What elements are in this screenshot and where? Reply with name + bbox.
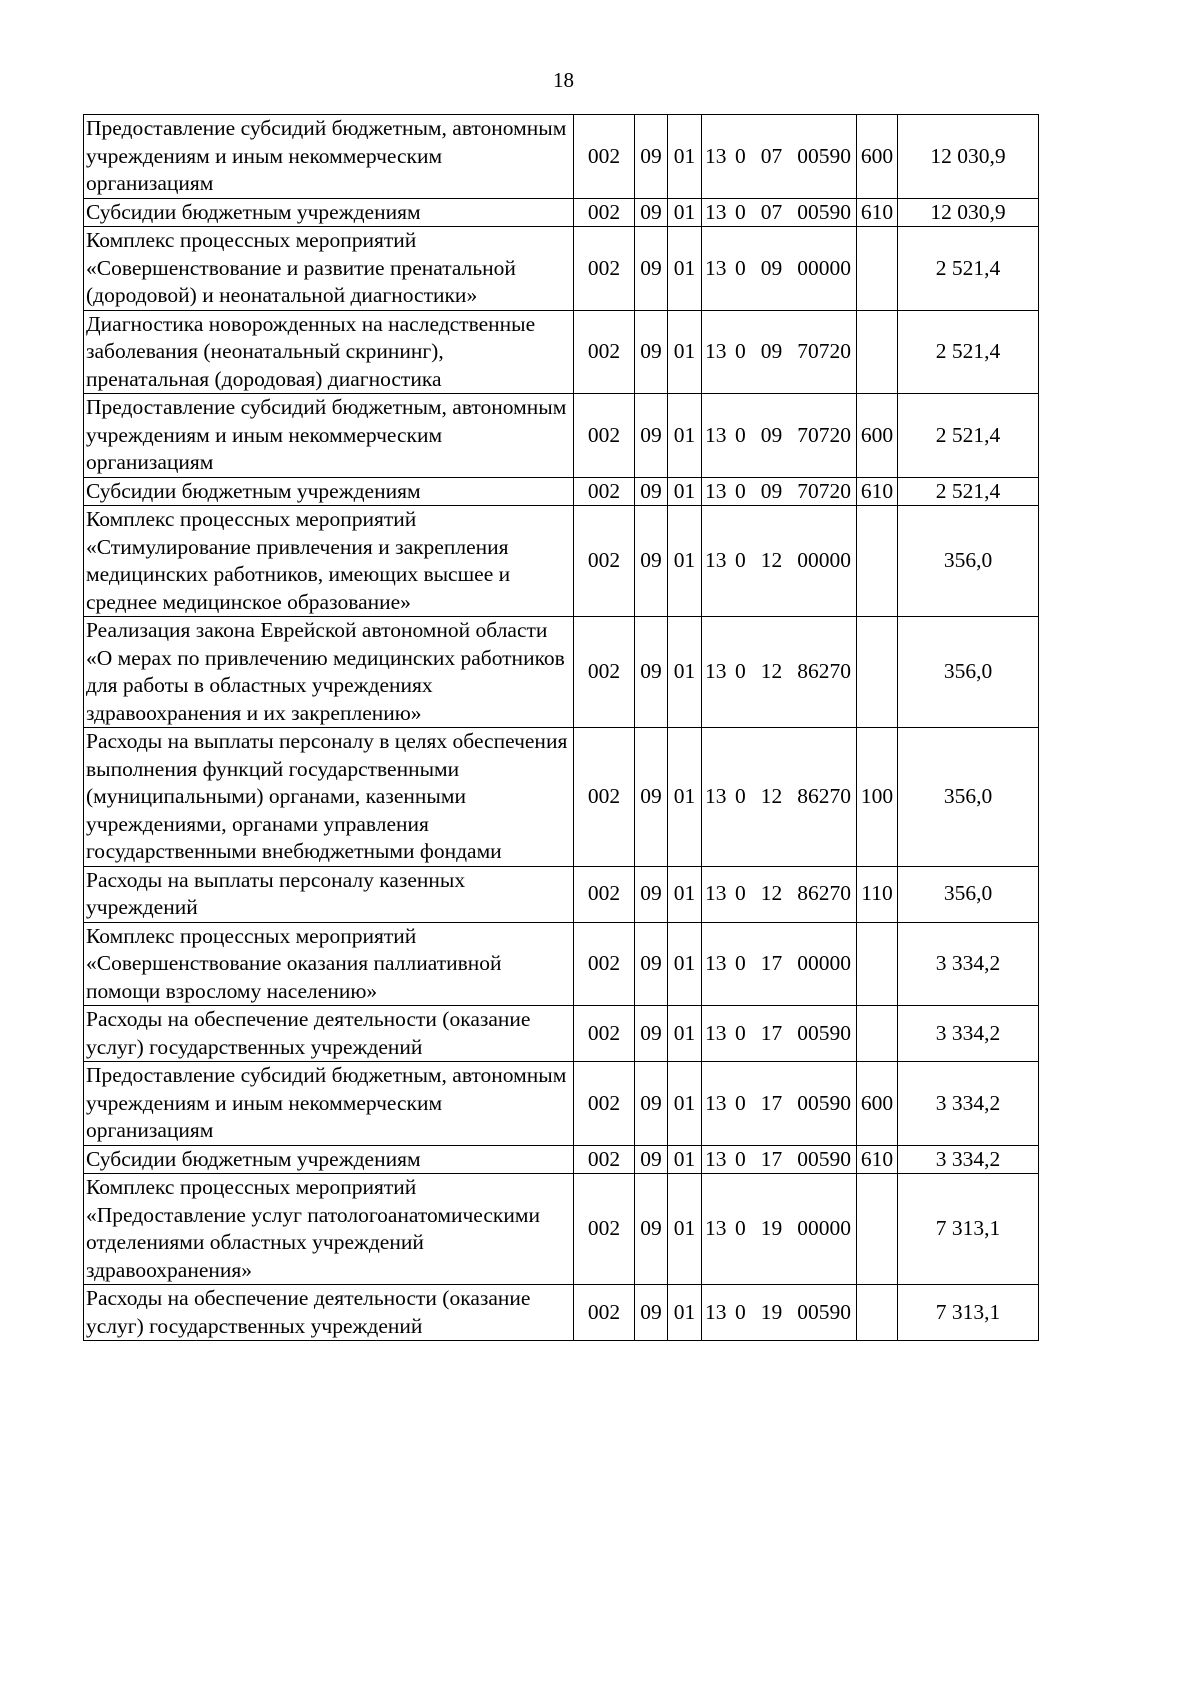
amount: 3 334,2	[898, 1062, 1039, 1146]
expense-type-code: 110	[857, 866, 898, 922]
expense-type-code	[857, 1285, 898, 1341]
expense-type-code	[857, 617, 898, 728]
expense-name: Расходы на выплаты персоналу в целях обеспечения выполнения функций государственными (муниципальными) органами, казенными учреждениями, органами управления государственными внебюджетными фондами	[84, 728, 574, 867]
grbs-code: 002	[574, 922, 635, 1006]
csr-direction: 86270	[797, 659, 851, 684]
csr-event: 12	[760, 548, 783, 573]
subsection-code: 01	[668, 1174, 702, 1285]
csr-subprogram: 0	[735, 199, 746, 224]
amount: 356,0	[898, 506, 1039, 617]
target-article-code	[702, 1145, 857, 1174]
csr-direction: 00000	[797, 548, 851, 573]
grbs-code: 002	[574, 115, 635, 199]
amount: 12 030,9	[898, 115, 1039, 199]
grbs-code: 002	[574, 1174, 635, 1285]
subsection-code: 01	[668, 1285, 702, 1341]
grbs-code: 002	[574, 394, 635, 478]
subsection-code: 01	[668, 394, 702, 478]
section-code: 09	[635, 728, 668, 867]
expense-name: Расходы на выплаты персоналу казенных учреждений	[84, 866, 574, 922]
csr-subprogram: 0	[735, 659, 746, 684]
csr-event: 07	[760, 143, 783, 168]
csr-subprogram: 0	[735, 143, 746, 168]
csr-program: 13	[705, 199, 727, 224]
csr-direction: 00000	[797, 951, 851, 975]
target-article-code	[702, 1174, 857, 1285]
section-code: 09	[635, 477, 668, 506]
csr-event: 07	[760, 199, 783, 224]
expense-name: Предоставление субсидий бюджетным, автономным учреждениям и иным некоммерческим организациям	[84, 115, 574, 199]
section-code: 09	[635, 922, 668, 1006]
subsection-code: 01	[668, 922, 702, 1006]
table-row	[84, 198, 1039, 227]
amount: 2 521,4	[898, 477, 1039, 506]
expense-name: Предоставление субсидий бюджетным, автономным учреждениям и иным некоммерческим организациям	[84, 1062, 574, 1146]
table-row	[84, 866, 1039, 922]
csr-subprogram: 0	[735, 478, 746, 503]
csr-program: 13	[705, 422, 727, 447]
csr-subprogram: 0	[735, 1146, 746, 1171]
csr-subprogram: 0	[735, 1090, 746, 1115]
grbs-code: 002	[574, 617, 635, 728]
grbs-code: 002	[574, 198, 635, 227]
section-code: 09	[635, 115, 668, 199]
subsection-code: 01	[668, 1006, 702, 1062]
target-article-code	[702, 922, 857, 1006]
expense-name: Комплекс процессных мероприятий «Совершенствование и развитие пренатальной (дородовой) и неонатальной диагностики»	[84, 227, 574, 311]
table-row	[84, 617, 1039, 728]
target-article-code	[702, 198, 857, 227]
grbs-code: 002	[574, 227, 635, 311]
csr-subprogram: 0	[735, 422, 746, 447]
csr-program: 13	[705, 1090, 727, 1115]
csr-direction: 70720	[797, 478, 851, 503]
csr-subprogram: 0	[735, 339, 746, 363]
target-article-code	[702, 310, 857, 394]
subsection-code: 01	[668, 1062, 702, 1146]
subsection-code: 01	[668, 115, 702, 199]
csr-program: 13	[705, 881, 727, 906]
csr-subprogram: 0	[735, 784, 746, 808]
csr-direction: 00590	[797, 199, 851, 224]
grbs-code: 002	[574, 506, 635, 617]
expense-name: Комплекс процессных мероприятий «Совершенствование оказания паллиативной помощи взрослому населению»	[84, 922, 574, 1006]
expense-name: Расходы на обеспечение деятельности (оказание услуг) государственных учреждений	[84, 1006, 574, 1062]
expense-name: Расходы на обеспечение деятельности (оказание услуг) государственных учреждений	[84, 1285, 574, 1341]
csr-subprogram: 0	[735, 255, 746, 280]
table-row	[84, 394, 1039, 478]
table-row	[84, 477, 1039, 506]
section-code: 09	[635, 617, 668, 728]
grbs-code: 002	[574, 310, 635, 394]
subsection-code: 01	[668, 617, 702, 728]
csr-event: 17	[760, 1090, 783, 1115]
csr-direction: 86270	[797, 881, 851, 906]
csr-event: 17	[760, 951, 783, 975]
target-article-code	[702, 227, 857, 311]
csr-direction: 00590	[797, 1299, 851, 1324]
expense-type-code	[857, 922, 898, 1006]
budget-table	[83, 114, 1039, 1341]
expense-type-code	[857, 1006, 898, 1062]
csr-subprogram: 0	[735, 1020, 746, 1045]
amount: 2 521,4	[898, 310, 1039, 394]
csr-direction: 70720	[797, 422, 851, 447]
target-article-code	[702, 506, 857, 617]
csr-event: 12	[760, 784, 783, 808]
csr-event: 09	[760, 422, 783, 447]
target-article-code	[702, 617, 857, 728]
csr-event: 09	[760, 478, 783, 503]
csr-subprogram: 0	[735, 1216, 746, 1241]
csr-program: 13	[705, 1216, 727, 1241]
subsection-code: 01	[668, 506, 702, 617]
expense-type-code: 600	[857, 1062, 898, 1146]
subsection-code: 01	[668, 866, 702, 922]
section-code: 09	[635, 227, 668, 311]
csr-program: 13	[705, 1299, 727, 1324]
csr-event: 09	[760, 255, 783, 280]
grbs-code: 002	[574, 1062, 635, 1146]
section-code: 09	[635, 198, 668, 227]
section-code: 09	[635, 310, 668, 394]
amount: 7 313,1	[898, 1285, 1039, 1341]
table-row	[84, 1062, 1039, 1146]
csr-program: 13	[705, 659, 727, 684]
target-article-code	[702, 866, 857, 922]
csr-direction: 86270	[797, 784, 851, 808]
table-row	[84, 506, 1039, 617]
expense-name: Предоставление субсидий бюджетным, автономным учреждениям и иным некоммерческим организациям	[84, 394, 574, 478]
grbs-code: 002	[574, 1285, 635, 1341]
section-code: 09	[635, 394, 668, 478]
target-article-code	[702, 477, 857, 506]
csr-direction: 00000	[797, 255, 851, 280]
csr-program: 13	[705, 143, 727, 168]
csr-program: 13	[705, 784, 727, 808]
expense-type-code	[857, 227, 898, 311]
section-code: 09	[635, 1145, 668, 1174]
amount: 3 334,2	[898, 1145, 1039, 1174]
table-row	[84, 227, 1039, 311]
target-article-code	[702, 115, 857, 199]
expense-name: Субсидии бюджетным учреждениям	[84, 198, 574, 227]
page-number: 18	[553, 68, 574, 92]
amount: 7 313,1	[898, 1174, 1039, 1285]
csr-event: 19	[760, 1299, 783, 1324]
grbs-code: 002	[574, 866, 635, 922]
csr-direction: 00590	[797, 143, 851, 168]
csr-event: 19	[760, 1216, 783, 1241]
expense-name: Субсидии бюджетным учреждениям	[84, 477, 574, 506]
subsection-code: 01	[668, 1145, 702, 1174]
section-code: 09	[635, 506, 668, 617]
expense-type-code: 100	[857, 728, 898, 867]
table-row	[84, 728, 1039, 867]
csr-direction: 00590	[797, 1146, 851, 1171]
section-code: 09	[635, 1006, 668, 1062]
subsection-code: 01	[668, 477, 702, 506]
expense-type-code	[857, 310, 898, 394]
table-row	[84, 115, 1039, 199]
section-code: 09	[635, 866, 668, 922]
csr-event: 12	[760, 659, 783, 684]
expense-type-code	[857, 506, 898, 617]
target-article-code	[702, 1006, 857, 1062]
table-body	[84, 115, 1039, 1341]
expense-type-code	[857, 1174, 898, 1285]
csr-subprogram: 0	[735, 881, 746, 906]
grbs-code: 002	[574, 728, 635, 867]
expense-name: Реализация закона Еврейской автономной области «О мерах по привлечению медицинских работников для работы в областных учреждениях здравоохранения и их закреплению»	[84, 617, 574, 728]
section-code: 09	[635, 1174, 668, 1285]
expense-type-code: 610	[857, 198, 898, 227]
csr-program: 13	[705, 951, 727, 975]
table-row	[84, 1006, 1039, 1062]
csr-event: 17	[760, 1020, 783, 1045]
expense-name: Комплекс процессных мероприятий «Стимулирование привлечения и закрепления медицинских работников, имеющих высшее и среднее медицинское образование»	[84, 506, 574, 617]
table-row	[84, 1174, 1039, 1285]
csr-direction: 00590	[797, 1090, 851, 1115]
expense-type-code: 600	[857, 394, 898, 478]
csr-direction: 00590	[797, 1020, 851, 1045]
target-article-code	[702, 394, 857, 478]
expense-type-code: 610	[857, 477, 898, 506]
grbs-code: 002	[574, 1006, 635, 1062]
csr-program: 13	[705, 478, 727, 503]
amount: 3 334,2	[898, 922, 1039, 1006]
csr-program: 13	[705, 1020, 727, 1045]
csr-direction: 70720	[797, 339, 851, 363]
amount: 356,0	[898, 728, 1039, 867]
csr-direction: 00000	[797, 1216, 851, 1241]
subsection-code: 01	[668, 227, 702, 311]
csr-program: 13	[705, 339, 727, 363]
subsection-code: 01	[668, 198, 702, 227]
subsection-code: 01	[668, 728, 702, 867]
csr-program: 13	[705, 548, 727, 573]
amount: 12 030,9	[898, 198, 1039, 227]
expense-name: Диагностика новорожденных на наследственные заболевания (неонатальный скрининг), пренатальная (дородовая) диагностика	[84, 310, 574, 394]
amount: 356,0	[898, 617, 1039, 728]
amount: 2 521,4	[898, 394, 1039, 478]
csr-subprogram: 0	[735, 951, 746, 975]
subsection-code: 01	[668, 310, 702, 394]
target-article-code	[702, 728, 857, 867]
csr-subprogram: 0	[735, 548, 746, 573]
expense-name: Комплекс процессных мероприятий «Предоставление услуг патологоанатомическими отделениями областных учреждений здравоохранения»	[84, 1174, 574, 1285]
target-article-code	[702, 1285, 857, 1341]
csr-event: 17	[760, 1146, 783, 1171]
table-row	[84, 1285, 1039, 1341]
csr-event: 09	[760, 339, 783, 363]
section-code: 09	[635, 1062, 668, 1146]
expense-name: Субсидии бюджетным учреждениям	[84, 1145, 574, 1174]
csr-subprogram: 0	[735, 1299, 746, 1324]
table-row	[84, 922, 1039, 1006]
grbs-code: 002	[574, 477, 635, 506]
table-row	[84, 310, 1039, 394]
table-row	[84, 1145, 1039, 1174]
grbs-code: 002	[574, 1145, 635, 1174]
csr-event: 12	[760, 881, 783, 906]
amount: 2 521,4	[898, 227, 1039, 311]
target-article-code	[702, 1062, 857, 1146]
csr-program: 13	[705, 255, 727, 280]
csr-program: 13	[705, 1146, 727, 1171]
expense-type-code: 610	[857, 1145, 898, 1174]
amount: 356,0	[898, 866, 1039, 922]
amount: 3 334,2	[898, 1006, 1039, 1062]
section-code: 09	[635, 1285, 668, 1341]
expense-type-code: 600	[857, 115, 898, 199]
